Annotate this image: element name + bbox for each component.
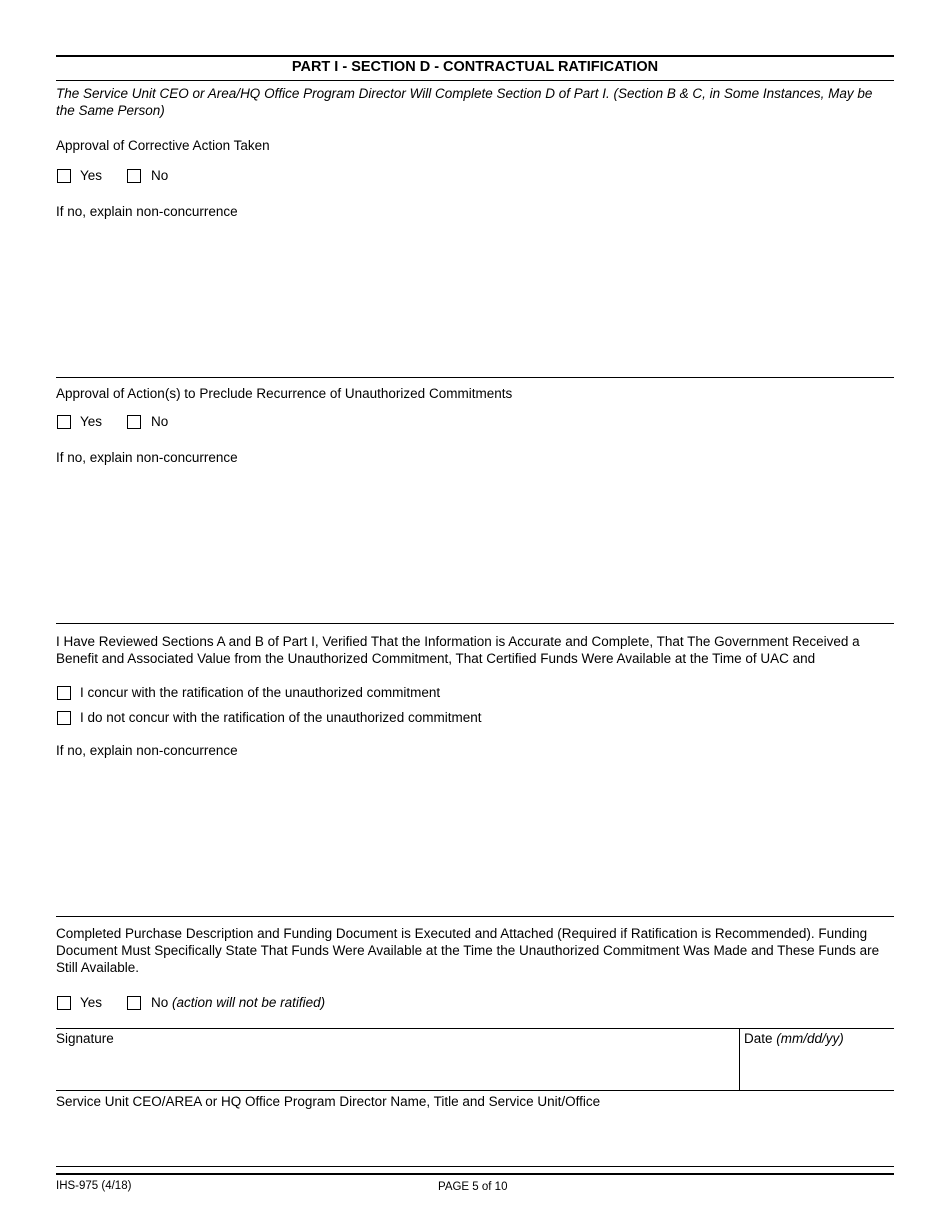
q1-no-label: No bbox=[151, 168, 169, 183]
q1-explain-field[interactable] bbox=[56, 224, 894, 374]
signature-field[interactable] bbox=[56, 1048, 736, 1088]
date-format: (mm/dd/yy) bbox=[776, 1031, 844, 1046]
intro-text: The Service Unit CEO or Area/HQ Office Program Director Will Complete Section D of Part I. (Section B & C, in Some Instances, May be the Same Person) bbox=[56, 86, 873, 118]
signature-top-rule bbox=[56, 1028, 894, 1029]
q2-yes-checkbox[interactable] bbox=[57, 415, 71, 429]
title-rule bbox=[56, 80, 894, 81]
q2-label: Approval of Action(s) to Preclude Recurrence of Unauthorized Commitments bbox=[56, 386, 513, 401]
q3-concur-checkbox[interactable] bbox=[57, 686, 71, 700]
section-title: PART I - SECTION D - CONTRACTUAL RATIFICATION bbox=[291, 59, 659, 75]
date-label bbox=[744, 1030, 844, 1047]
date-label-text: Date bbox=[744, 1031, 773, 1046]
q2-yes-label: Yes bbox=[80, 414, 103, 429]
q1-yes-label: Yes bbox=[80, 168, 103, 183]
q1-rule bbox=[56, 377, 894, 378]
page-number: PAGE 5 of 10 bbox=[438, 1181, 508, 1193]
q2-explain-field[interactable] bbox=[56, 470, 894, 620]
q4-yes-checkbox[interactable] bbox=[57, 996, 71, 1010]
name-title-label: Service Unit CEO/AREA or HQ Office Program Director Name, Title and Service Unit/Office bbox=[56, 1094, 601, 1109]
form-id: IHS-975 (4/18) bbox=[56, 1180, 132, 1192]
signature-bottom-rule bbox=[56, 1090, 894, 1091]
q4-label: Completed Purchase Description and Funding Document is Executed and Attached (Required if Ratification is Recommended). Funding Document Must Specifically State That Funds Were Available at the Time the Unauthorized Commitment Was Made and These Funds are Still Available. bbox=[56, 926, 880, 975]
q3-explain-label: If no, explain non-concurrence bbox=[56, 743, 238, 758]
q2-no-label: No bbox=[151, 414, 169, 429]
q1-explain-label: If no, explain non-concurrence bbox=[56, 204, 238, 219]
q3-concur-label: I concur with the ratification of the unauthorized commitment bbox=[80, 685, 441, 700]
q1-yes-checkbox[interactable] bbox=[57, 169, 71, 183]
q3-rule bbox=[56, 916, 894, 917]
footer-rule-1 bbox=[56, 1166, 894, 1167]
q4-no-label bbox=[151, 994, 325, 1011]
signature-date-divider bbox=[739, 1028, 740, 1090]
q3-not-concur-label: I do not concur with the ratification of the unauthorized commitment bbox=[80, 710, 482, 725]
q2-explain-label: If no, explain non-concurrence bbox=[56, 450, 238, 465]
top-rule bbox=[56, 55, 894, 57]
q3-explain-field[interactable] bbox=[56, 763, 894, 913]
q3-not-concur-checkbox[interactable] bbox=[57, 711, 71, 725]
q2-rule bbox=[56, 623, 894, 624]
q2-no-checkbox[interactable] bbox=[127, 415, 141, 429]
q4-no-note: (action will not be ratified) bbox=[172, 995, 326, 1010]
q3-label: I Have Reviewed Sections A and B of Part I, Verified That the Information is Accurate and Complete, That The Government Received a Benefit and Associated Value from the Unauthorized Commitment, That Certified Funds Were Available at the Time of UAC and bbox=[56, 634, 860, 666]
q1-no-checkbox[interactable] bbox=[127, 169, 141, 183]
name-title-field[interactable] bbox=[56, 1112, 894, 1162]
q4-yes-label: Yes bbox=[80, 995, 103, 1010]
q1-label: Approval of Corrective Action Taken bbox=[56, 138, 270, 153]
q4-no-text: No bbox=[151, 995, 169, 1010]
footer-rule-2 bbox=[56, 1173, 894, 1175]
q4-no-checkbox[interactable] bbox=[127, 996, 141, 1010]
date-field[interactable] bbox=[744, 1048, 892, 1088]
signature-label: Signature bbox=[56, 1031, 114, 1046]
